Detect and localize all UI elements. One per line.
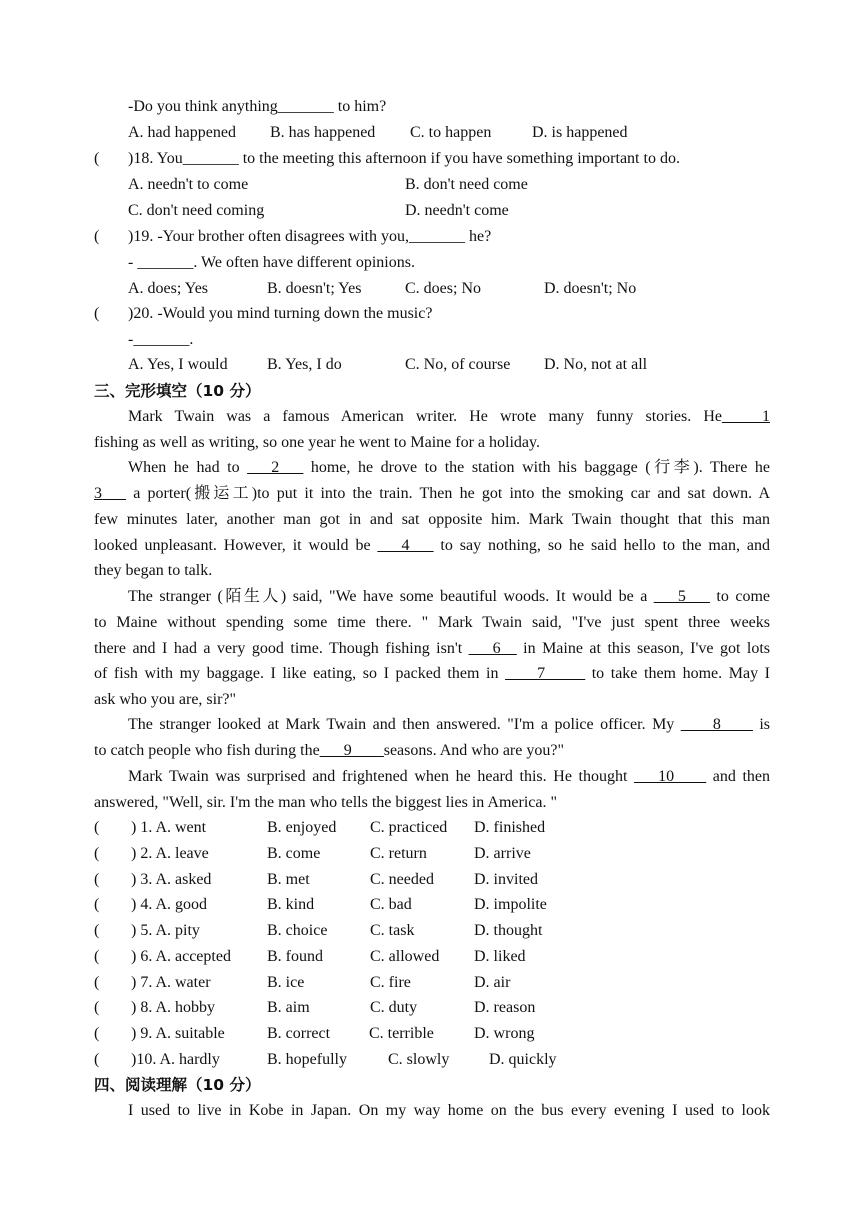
cloze-option-b: B. ice bbox=[267, 974, 305, 991]
q19-stem: )19. -Your brother often disagrees with you,_______ he? bbox=[128, 228, 492, 245]
q20-reply: -_______. bbox=[128, 331, 194, 348]
q17-option-a: A. had happened bbox=[128, 124, 236, 141]
passage-p2-line3: few minutes later, another man got in and sat opposite him. Mark Twain thought that this man bbox=[94, 511, 770, 528]
blank-5: ___5___ bbox=[653, 588, 710, 605]
answer-bracket: ( bbox=[94, 819, 100, 836]
blank-7: ____7_____ bbox=[505, 665, 586, 682]
passage-p5-line1: Mark Twain was surprised and frightened when he heard this. He thought ___10____ and then bbox=[128, 768, 771, 785]
passage-p1-line2: fishing as well as writing, so one year he went to Maine for a holiday. bbox=[94, 434, 540, 451]
cloze-option-c: C. needed bbox=[370, 871, 434, 888]
cloze-item-num-a: ) 9. A. suitable bbox=[131, 1025, 225, 1042]
cloze-option-c: C. duty bbox=[370, 999, 418, 1016]
answer-bracket: ( bbox=[94, 845, 100, 862]
cloze-item bbox=[94, 918, 770, 944]
cloze-option-b: B. hopefully bbox=[267, 1051, 347, 1068]
passage-p2-line5: they began to talk. bbox=[94, 562, 213, 579]
answer-bracket: ( bbox=[94, 974, 100, 991]
cloze-item-num-a: ) 7. A. water bbox=[131, 974, 211, 991]
cloze-option-d: D. liked bbox=[474, 948, 526, 965]
blank-6: ___6__ bbox=[468, 640, 517, 657]
blank-3: 3___ bbox=[94, 485, 126, 502]
cloze-option-b: B. enjoyed bbox=[267, 819, 337, 836]
q18-options-row1 bbox=[128, 172, 770, 198]
q18-options-row2 bbox=[128, 198, 770, 224]
cloze-option-d: D. wrong bbox=[474, 1025, 535, 1042]
cloze-option-b: B. come bbox=[267, 845, 321, 862]
q19-option-c: C. does; No bbox=[405, 280, 481, 297]
cloze-option-d: D. impolite bbox=[474, 896, 547, 913]
answer-bracket: ( bbox=[94, 1025, 100, 1042]
q19-reply: - _______. We often have different opinions. bbox=[128, 254, 415, 271]
cloze-option-d: D. air bbox=[474, 974, 511, 991]
cloze-option-b: B. met bbox=[267, 871, 310, 888]
answer-bracket: ( bbox=[94, 999, 100, 1016]
cloze-option-c: C. task bbox=[370, 922, 415, 939]
cloze-item-num-a: ) 4. A. good bbox=[131, 896, 207, 913]
q20-option-b: B. Yes, I do bbox=[267, 356, 342, 373]
blank-2: ___2___ bbox=[247, 459, 304, 476]
answer-bracket: ( bbox=[94, 305, 100, 322]
q20-stem-line bbox=[94, 301, 770, 327]
blank-8: ____8____ bbox=[680, 716, 753, 733]
cloze-option-d: D. thought bbox=[474, 922, 543, 939]
q17-options bbox=[128, 120, 770, 146]
cloze-option-c: C. practiced bbox=[370, 819, 448, 836]
q18-option-c: C. don't need coming bbox=[128, 202, 265, 219]
q20-option-c: C. No, of course bbox=[405, 356, 511, 373]
cloze-item bbox=[94, 815, 770, 841]
cloze-item bbox=[94, 1021, 770, 1047]
cloze-item-num-a: )10. A. hardly bbox=[131, 1051, 220, 1068]
passage-p3-line4: of fish with my baggage. I like eating, so I packed them in ____7_____ to take them home. May I bbox=[94, 665, 771, 682]
q19-option-d: D. doesn't; No bbox=[544, 280, 637, 297]
cloze-item-num-a: ) 3. A. asked bbox=[131, 871, 212, 888]
cloze-option-d: D. quickly bbox=[489, 1051, 557, 1068]
blank-4: ___4___ bbox=[377, 537, 434, 554]
cloze-option-d: D. arrive bbox=[474, 845, 531, 862]
cloze-item bbox=[94, 867, 770, 893]
reading-p1-line1: I used to live in Kobe in Japan. On my way home on the bus every evening I used to look bbox=[128, 1102, 770, 1119]
cloze-option-c: C. allowed bbox=[370, 948, 440, 965]
blank-1: _____1 bbox=[722, 408, 770, 425]
q18-option-b: B. don't need come bbox=[405, 176, 528, 193]
passage-p2-line2: 3___ a porter(搬运工)to put it into the train. Then he got into the smoking car and sat down. A bbox=[94, 485, 771, 502]
cloze-option-d: D. reason bbox=[474, 999, 536, 1016]
passage-p2-line1: When he had to ___2___ home, he drove to the station with his baggage (行李). There he bbox=[128, 459, 770, 476]
cloze-option-c: C. terrible bbox=[369, 1025, 434, 1042]
passage-p2-line4: looked unpleasant. However, it would be ___4___ to say nothing, so he said hello to the man, and bbox=[94, 537, 770, 554]
answer-bracket: ( bbox=[94, 150, 100, 167]
cloze-option-c: C. bad bbox=[370, 896, 412, 913]
section4-heading: 四、阅读理解（10 分） bbox=[94, 1076, 261, 1094]
section3-heading: 三、完形填空（10 分） bbox=[94, 382, 261, 400]
answer-bracket: ( bbox=[94, 948, 100, 965]
passage-p4-line1: The stranger looked at Mark Twain and then answered. "I'm a police officer. My ____8____ is bbox=[128, 716, 771, 733]
cloze-option-b: B. found bbox=[267, 948, 323, 965]
cloze-option-d: D. finished bbox=[474, 819, 546, 836]
q20-stem: )20. -Would you mind turning down the music? bbox=[128, 305, 433, 322]
cloze-item-num-a: ) 5. A. pity bbox=[131, 922, 200, 939]
answer-bracket: ( bbox=[94, 1051, 100, 1068]
answer-bracket: ( bbox=[94, 922, 100, 939]
q19-options bbox=[128, 276, 770, 302]
q17-option-c: C. to happen bbox=[410, 124, 492, 141]
cloze-item-num-a: ) 6. A. accepted bbox=[131, 948, 231, 965]
q20-option-a: A. Yes, I would bbox=[128, 356, 228, 373]
cloze-item-num-a: ) 8. A. hobby bbox=[131, 999, 215, 1016]
q18-option-d: D. needn't come bbox=[405, 202, 509, 219]
cloze-option-d: D. invited bbox=[474, 871, 538, 888]
answer-bracket: ( bbox=[94, 896, 100, 913]
passage-p4-line2: to catch people who fish during the___9____seasons. And who are you?" bbox=[94, 742, 564, 759]
passage-p3-line1: The stranger (陌生人) said, "We have some beautiful woods. It would be a ___5___ to come bbox=[128, 588, 770, 605]
cloze-item bbox=[94, 1047, 770, 1073]
cloze-option-c: C. fire bbox=[370, 974, 411, 991]
q20-option-d: D. No, not at all bbox=[544, 356, 648, 373]
q20-options bbox=[128, 352, 770, 378]
q17-option-b: B. has happened bbox=[270, 124, 376, 141]
passage-p3-line3: there and I had a very good time. Though fishing isn't ___6__ in Maine at this season, I've got lots bbox=[94, 640, 771, 657]
cloze-item bbox=[94, 995, 770, 1021]
passage-p3-line5: ask who you are, sir?" bbox=[94, 691, 237, 708]
blank-9: ___9____ bbox=[319, 742, 384, 759]
cloze-option-b: B. kind bbox=[267, 896, 315, 913]
cloze-item bbox=[94, 970, 770, 996]
passage-p3-line2: to Maine without spending some time there. " Mark Twain said, "I've just spent three weeks bbox=[94, 614, 770, 631]
cloze-option-b: B. correct bbox=[267, 1025, 331, 1042]
blank-10: ___10____ bbox=[634, 768, 707, 785]
cloze-option-c: C. return bbox=[370, 845, 427, 862]
cloze-item bbox=[94, 944, 770, 970]
q17-prompt: -Do you think anything_______ to him? bbox=[128, 98, 387, 115]
q19-option-a: A. does; Yes bbox=[128, 280, 209, 297]
cloze-item bbox=[94, 841, 770, 867]
cloze-item bbox=[94, 892, 770, 918]
answer-bracket: ( bbox=[94, 228, 100, 245]
q18-stem-line bbox=[94, 146, 770, 172]
answer-bracket: ( bbox=[94, 871, 100, 888]
cloze-item-num-a: ) 1. A. went bbox=[131, 819, 207, 836]
q18-option-a: A. needn't to come bbox=[128, 176, 249, 193]
cloze-option-b: B. aim bbox=[267, 999, 310, 1016]
q17-option-d: D. is happened bbox=[532, 124, 628, 141]
passage-p5-line2: answered, "Well, sir. I'm the man who tells the biggest lies in America. " bbox=[94, 794, 557, 811]
cloze-option-c: C. slowly bbox=[388, 1051, 450, 1068]
cloze-item-num-a: ) 2. A. leave bbox=[131, 845, 209, 862]
passage-p1-line1: Mark Twain was a famous American writer. He wrote many funny stories. He_____1 bbox=[128, 408, 770, 425]
cloze-option-b: B. choice bbox=[267, 922, 328, 939]
q19-stem-line bbox=[94, 224, 770, 250]
q18-stem: )18. You_______ to the meeting this afternoon if you have something important to do. bbox=[128, 150, 680, 167]
q19-option-b: B. doesn't; Yes bbox=[267, 280, 362, 297]
